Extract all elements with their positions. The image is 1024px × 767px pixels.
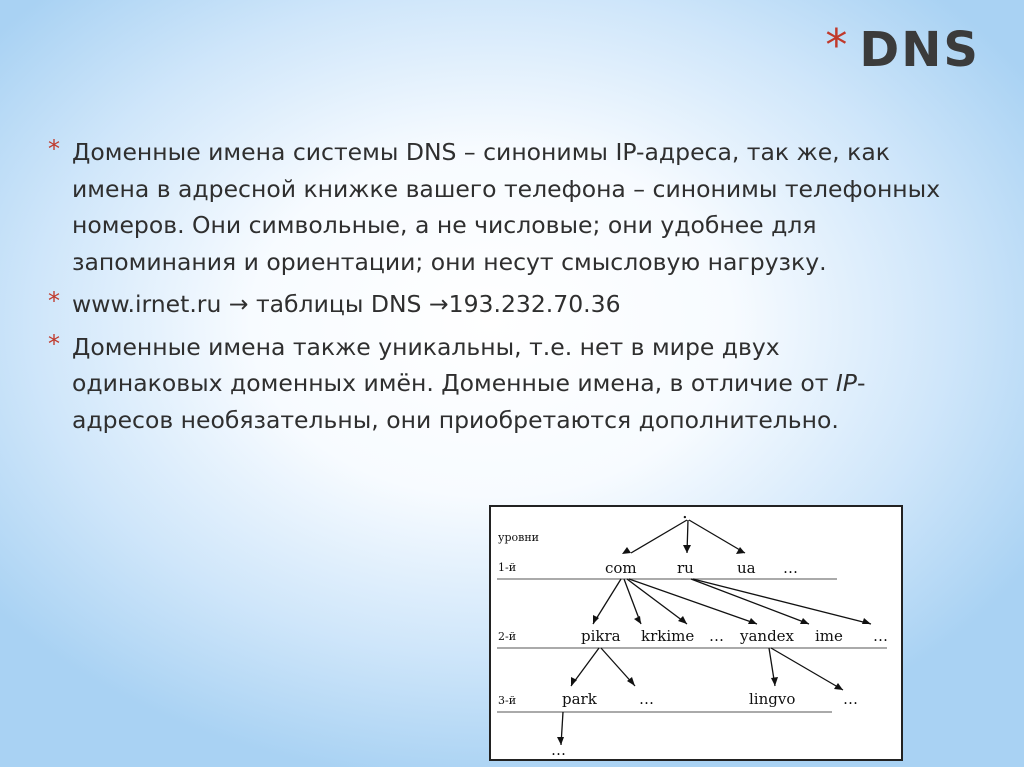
arrowhead bbox=[834, 683, 843, 690]
node-level4-more: … bbox=[551, 741, 566, 759]
bullet-text: www.irnet.ru → таблицы DNS →193.232.70.36 bbox=[72, 290, 621, 318]
title-star-icon: * bbox=[825, 20, 848, 71]
edge-com-more bbox=[627, 579, 687, 624]
level-label-2: 2-й bbox=[498, 630, 517, 643]
arrowhead bbox=[678, 616, 687, 624]
bullet-text-part2: -адресов необязательны, они приобретаются дополнительно. bbox=[72, 369, 866, 434]
bullet-item-example bbox=[48, 286, 988, 323]
edge-com-yandex bbox=[629, 579, 757, 624]
node-ru: ru bbox=[677, 559, 694, 577]
node-com: com bbox=[605, 559, 637, 577]
edge-root-ua bbox=[689, 520, 745, 553]
node-level3-more-b: … bbox=[843, 690, 858, 708]
node-level2-more-a: … bbox=[709, 627, 724, 645]
page-title: DNS bbox=[859, 22, 980, 78]
arrowhead bbox=[771, 677, 778, 686]
bullet-star-icon: * bbox=[48, 329, 60, 358]
arrowhead bbox=[634, 616, 641, 624]
dns-tree-svg bbox=[491, 507, 901, 759]
arrowhead bbox=[862, 618, 871, 624]
level-label-1: 1-й bbox=[498, 561, 517, 574]
root-node: . bbox=[682, 507, 688, 523]
bullet-item-uniqueness bbox=[48, 329, 932, 439]
node-pikra: pikra bbox=[581, 627, 621, 645]
bullet-text: Доменные имена системы DNS – синонимы IP-адреса, так же, как имена в адресной книжке вашего телефона – синонимы телефонных номеров. Они символьные, а не числовые; они удобнее для запоминания и ориентации; они несут смысловую нагрузку. bbox=[72, 138, 941, 276]
bullet-text-part1: Доменные имена также уникальны, т.е. нет в мире двух одинаковых доменных имён. Доменные имена, в отличие от bbox=[72, 332, 836, 397]
node-level3-more-a: … bbox=[639, 690, 654, 708]
node-level2-more-b: … bbox=[873, 627, 888, 645]
bullet-star-icon: * bbox=[48, 135, 60, 163]
bullet-item-domain-names bbox=[48, 134, 972, 280]
arrowhead bbox=[683, 545, 691, 553]
node-lingvo: lingvo bbox=[749, 690, 796, 708]
arrowhead bbox=[622, 547, 631, 554]
slide-title bbox=[825, 20, 980, 78]
node-ime: ime bbox=[815, 627, 843, 645]
node-level1-more: … bbox=[783, 559, 798, 577]
node-ua: ua bbox=[737, 559, 756, 577]
levels-label: уровни bbox=[498, 531, 539, 544]
node-park: park bbox=[562, 690, 597, 708]
edge-root-com bbox=[631, 520, 687, 553]
edge-yandex-more bbox=[771, 648, 843, 690]
dns-tree-diagram bbox=[489, 505, 903, 761]
bullet-list bbox=[48, 134, 988, 444]
level-label-3: 3-й bbox=[498, 694, 517, 707]
node-yandex: yandex bbox=[740, 627, 795, 645]
bullet-star-icon: * bbox=[48, 287, 60, 315]
edge-ru-ime bbox=[691, 579, 809, 624]
node-krkime: krkime bbox=[641, 627, 695, 645]
edge-ru-more bbox=[693, 579, 871, 624]
bullet-text-italic: IP bbox=[835, 369, 857, 397]
